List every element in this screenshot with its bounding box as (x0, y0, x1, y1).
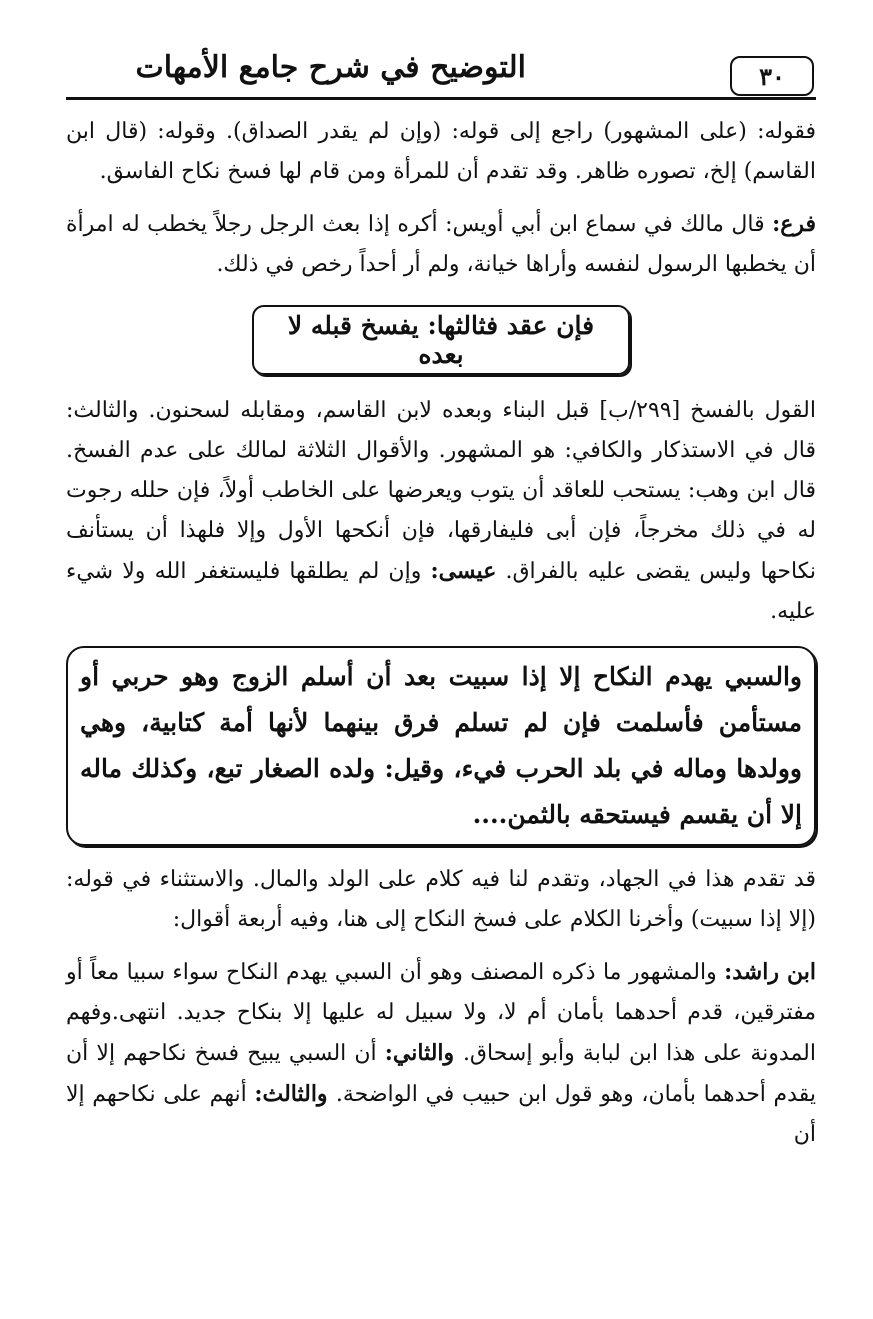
paragraph-5-second-label: والثاني: (384, 1040, 463, 1066)
paragraph-4: قد تقدم هذا في الجهاد، وتقدم لنا فيه كلام على الولد والمال. والاستثناء في قوله: (إلا إذا سبيت) وأخرنا الكلام على فسخ النكاح إلى هنا، وفيه أربعة أقوال: (66, 867, 816, 932)
paragraph-2-text: قال مالك في سماع ابن أبي أويس: أكره إذا بعث الرجل رجلاً يخطب له امرأة أن يخطبها الرسول لنفسه وأراها خيانة، ولم أر أحداً رخص في ذلك. (66, 212, 816, 277)
paragraph-3 (66, 391, 816, 632)
framed-heading: فإن عقد فثالثها: يفسخ قبله لا بعده (252, 305, 630, 375)
paragraph-5-text-b: أن السبي يبيح فسخ نكاحهم إلا أن يقدم أحدهما بأمان، وهو قول ابن حبيب في الواضحة. (66, 1041, 816, 1107)
paragraph-5-lead: ابن راشد: (724, 959, 816, 985)
page-header (66, 40, 816, 106)
paragraph-5-third-label: والثالث: (254, 1081, 336, 1107)
framed-matn-block: والسبي يهدم النكاح إلا إذا سبيت بعد أن أسلم الزوج وهو حربي أو مستأمن فأسلمت فإن لم تسلم فرق بينهما لأنها أمة كتابية، وهي وولدها وماله في بلد الحرب فيء، وقيل: ولده الصغار تبع، وكذلك ماله إلا أن يقسم فيستحقه بالثمن.... (66, 646, 816, 846)
paragraph-1: فقوله: (على المشهور) راجع إلى قوله: (وإن لم يقدر الصداق). وقوله: (قال ابن القاسم) إلخ، تصوره ظاهر. وقد تقدم أن للمرأة ومن قام لها فسخ نكاح الفاسق. (66, 119, 816, 184)
page-body (66, 112, 816, 1167)
page-number: ٣٠ (730, 56, 814, 96)
paragraph-5 (66, 952, 816, 1155)
paragraph-5-text-c: أنهم على نكاحهم إلا أن (66, 1082, 816, 1147)
paragraph-3-name: عيسى: (430, 558, 497, 584)
paragraph-2-lead: فرع: (772, 211, 816, 237)
header-rule (66, 97, 816, 100)
paragraph-2 (66, 204, 816, 285)
paragraph-3-tail: وإن لم يطلقها فليستغفر الله ولا شيء عليه. (66, 559, 816, 624)
running-title: التوضيح في شرح جامع الأمهات (135, 50, 526, 85)
paragraph-3-text: القول بالفسخ [٢٩٩/ب] قبل البناء وبعده لابن القاسم، ومقابله لسحنون. والثالث: قال في الاستذكار والكافي: هو المشهور. والأقوال الثلاثة لمالك على عدم الفسخ. قال ابن وهب: يستحب للعاقد أن يتوب ويعرضها على الخاطب أولاً، فإن حلله رجوت له في ذلك مخرجاً، فإن أبى فليفارقها، فإن أنكحها الأول وإلا فلهذا أن يستأنف نكاحها وليس يقضى عليه بالفراق. (66, 398, 816, 584)
paragraph-5-text-a: والمشهور ما ذكره المصنف وهو أن السبي يهدم النكاح سواء سبيا معاً أو مفترقين، قدم أحدهما بأمان أم لا، ولا سبيل له عليها إلا بنكاح جديد. انتهى.وفهم المدونة على هذا ابن لبابة وأبو إسحاق. (66, 960, 816, 1066)
